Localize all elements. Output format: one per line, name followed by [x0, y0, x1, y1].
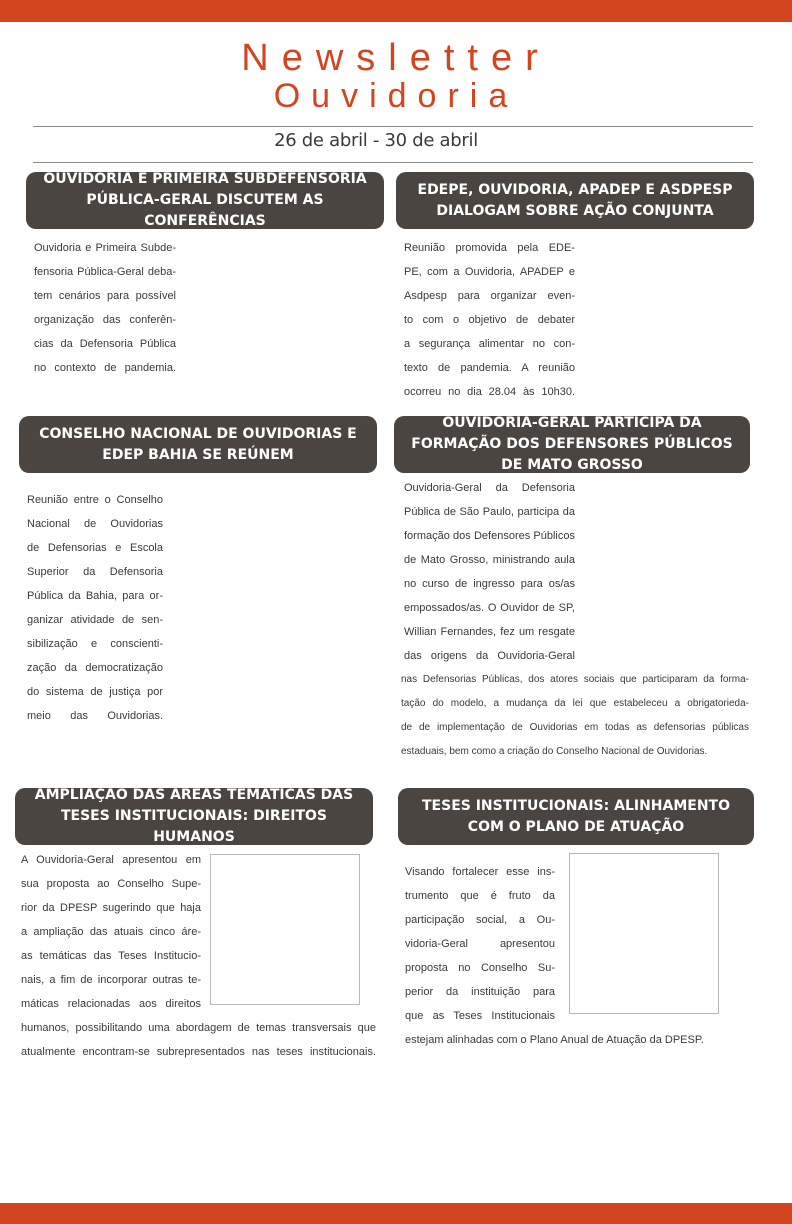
article-line: organização das conferên- [34, 314, 176, 326]
article-line: de Mato Grosso, ministrando aula [404, 554, 575, 566]
article-4-body-narrow [404, 476, 575, 668]
date-range: 26 de abril - 30 de abril [274, 130, 478, 151]
article-line: de de implementação de Ouvidorias em todas as defensorias públicas [401, 722, 749, 733]
article-line: no contexto de pandemia. [34, 362, 176, 374]
article-line: perior da instituição para [405, 986, 555, 998]
article-line: do sistema de justiça por [27, 686, 163, 698]
article-line: Asdpesp para organizar even- [404, 290, 575, 302]
article-line: tação do modelo, a mudança da lei que estabeleceu a obrigatorieda- [401, 698, 749, 709]
article-line: ganizar atividade de sen- [27, 614, 163, 626]
article-3-body [27, 488, 163, 728]
article-6-body-wide [405, 1028, 735, 1052]
article-line: Reunião promovida pela EDE- [404, 242, 575, 254]
article-line: máticas relacionadas aos direitos [21, 998, 201, 1010]
article-line: sua proposta ao Conselho Supe- [21, 878, 201, 890]
article-line: estaduais, bem como a criação do Conselho Nacional de Ouvidorias. [401, 746, 708, 757]
article-line: nas Defensorias Públicas, dos atores sociais que participaram da forma- [401, 674, 749, 685]
article-line: fensoria Pública-Geral deba- [34, 266, 176, 278]
article-line: Superior da Defensoria [27, 566, 163, 578]
article-line: cias da Defensoria Pública [34, 338, 176, 350]
article-line: Ouvidoria e Primeira Subde- [34, 242, 176, 254]
article-line: a ampliação das atuais cinco áre- [21, 926, 201, 938]
article-line: empossados/as. O Ouvidor de SP, [404, 602, 575, 614]
article-2-heading: EDEPE, OUVIDORIA, APADEP E ASDPESP DIALOGAM SOBRE AÇÃO CONJUNTA [396, 172, 754, 229]
article-line: trumento que é fruto da [405, 890, 555, 902]
article-line: a segurança alimentar no con- [404, 338, 575, 350]
article-line: de Defensorias e Escola [27, 542, 163, 554]
article-line: tem cenários para possível [34, 290, 176, 302]
newsletter-title-line2: Ouvidoria [273, 77, 519, 115]
article-line: no curso de ingresso para os/as [404, 578, 575, 590]
bottom-accent-bar [0, 1203, 792, 1224]
article-line: estejam alinhadas com o Plano Anual de Atuação da DPESP. [405, 1034, 704, 1046]
top-accent-bar [0, 0, 792, 22]
article-line: texto de pandemia. A reunião [404, 362, 575, 374]
article-5-body-narrow [21, 848, 201, 1016]
article-line: vidoria-Geral apresentou [405, 938, 555, 950]
article-line: A Ouvidoria-Geral apresentou em [21, 854, 201, 866]
article-line: Willian Fernandes, fez um resgate [404, 626, 575, 638]
top-divider [33, 126, 753, 127]
article-line: Reunião entre o Conselho [27, 494, 163, 506]
article-line: nais, a fim de incorporar outras te- [21, 974, 201, 986]
article-line: ocorreu no dia 28.04 às 10h30. [404, 386, 575, 398]
article-line: PE, com a Ouvidoria, APADEP e [404, 266, 575, 278]
article-4-heading: OUVIDORIA-GERAL PARTICIPA DA FORMAÇÃO DOS DEFENSORES PÚBLICOS DE MATO GROSSO [394, 416, 750, 473]
article-line: participação social, a Ou- [405, 914, 555, 926]
article-5-heading: AMPLIAÇÃO DAS ÁREAS TEMÁTICAS DAS TESES INSTITUCIONAIS: DIREITOS HUMANOS [15, 788, 373, 845]
article-line: das origens da Ouvidoria-Geral [404, 650, 575, 662]
article-6-heading: TESES INSTITUCIONAIS: ALINHAMENTO COM O PLANO DE ATUAÇÃO [398, 788, 754, 845]
article-line: as temáticas das Teses Institucio- [21, 950, 201, 962]
article-line: atualmente encontram-se subrepresentados nas teses institucionais. [21, 1046, 376, 1058]
article-line: zação da democratização [27, 662, 163, 674]
article-3-heading: CONSELHO NACIONAL DE OUVIDORIAS E EDEP BAHIA SE REÚNEM [19, 416, 377, 473]
article-line: proposta no Conselho Su- [405, 962, 555, 974]
article-1-heading: OUVIDORIA E PRIMEIRA SUBDEFENSORIA PÚBLICA-GERAL DISCUTEM AS CONFERÊNCIAS [26, 172, 384, 229]
article-line: Nacional de Ouvidorias [27, 518, 163, 530]
article-line: to com o objetivo de debater [404, 314, 575, 326]
article-5-image-placeholder [210, 854, 360, 1005]
article-line: Ouvidoria-Geral da Defensoria [404, 482, 575, 494]
article-6-body-narrow [405, 860, 555, 1028]
newsletter-title-line1: Newsletter [241, 37, 551, 79]
article-line: que as Teses Institucionais [405, 1010, 555, 1022]
article-5-body-wide [21, 1016, 376, 1064]
article-line: sibilização e conscienti- [27, 638, 163, 650]
article-line: formação dos Defensores Públicos [404, 530, 575, 542]
article-line: meio das Ouvidorias. [27, 710, 163, 722]
article-1-body [34, 236, 176, 380]
article-4-body-wide [401, 668, 749, 764]
bottom-divider [33, 162, 753, 163]
article-6-image-placeholder [569, 853, 719, 1014]
article-line: Visando fortalecer esse ins- [405, 866, 555, 878]
article-line: humanos, possibilitando uma abordagem de temas transversais que [21, 1022, 376, 1034]
article-line: Pública de São Paulo, participa da [404, 506, 575, 518]
article-line: rior da DPESP sugerindo que haja [21, 902, 201, 914]
article-2-body [404, 236, 575, 404]
article-line: Pública da Bahia, para or- [27, 590, 163, 602]
